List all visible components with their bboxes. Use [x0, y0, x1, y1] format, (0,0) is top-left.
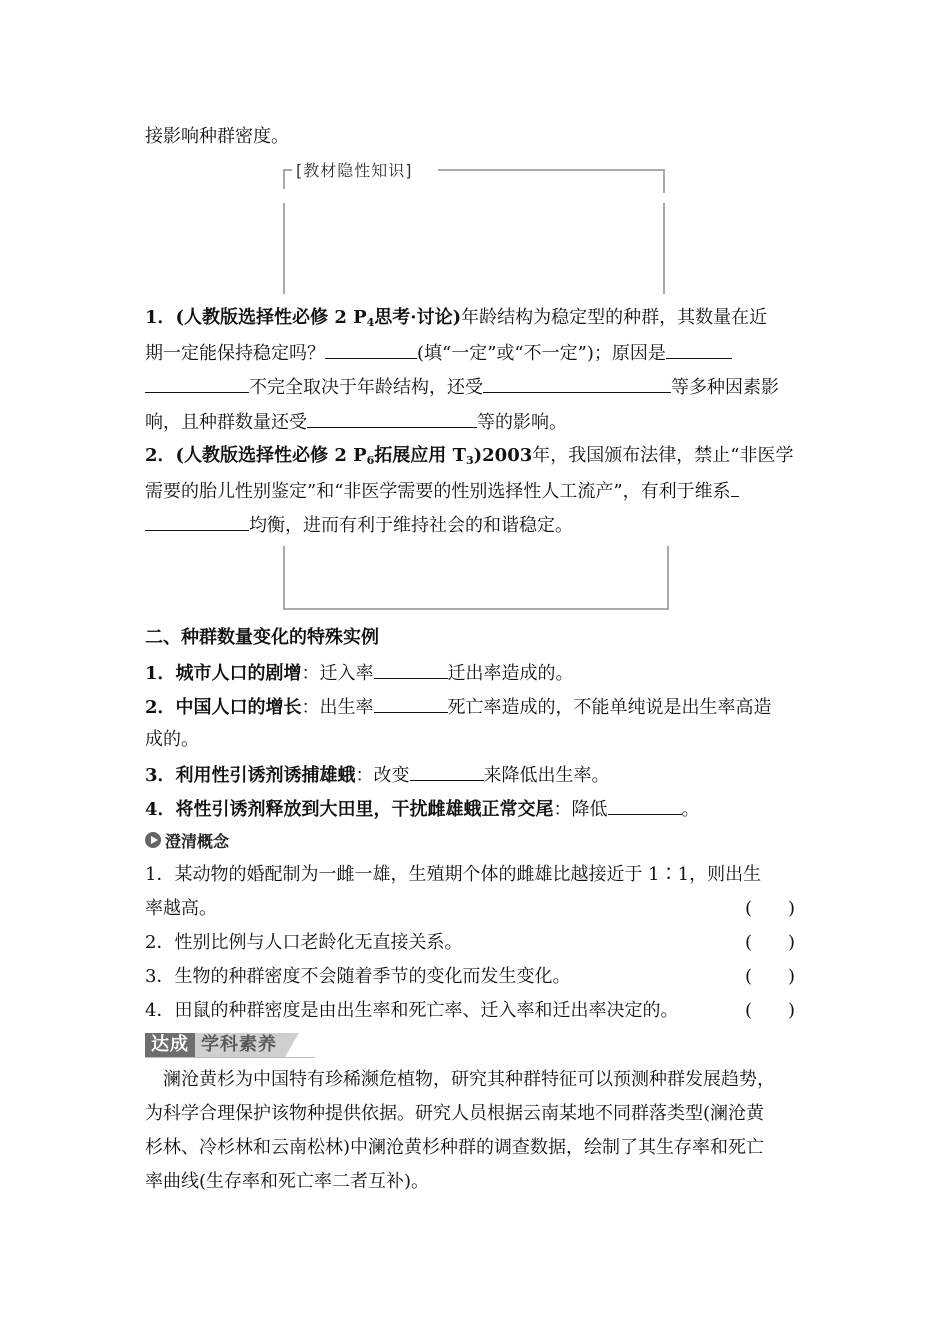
clarify-statement-1: 1．某动物的婚配制为一雌一雄，生殖期个体的雌雄比越接近于 1∶1，则出生 — [145, 864, 762, 885]
section-heading: 二、种群数量变化的特殊实例 — [145, 627, 379, 648]
blank[interactable] — [410, 762, 484, 781]
q1-line-3: 不完全取决于年龄结构，还受 等多种因素影 — [145, 374, 779, 400]
clarify-statement-2: 2．性别比例与人口老龄化无直接关系。 — [145, 932, 463, 953]
clarify-statement-3: 3．生物的种群密度不会随着季节的变化而发生变化。 — [145, 966, 571, 987]
blank[interactable] — [145, 512, 249, 531]
section2-item-2-cont: 成的。 — [145, 729, 199, 750]
blank[interactable] — [731, 478, 739, 497]
blank[interactable] — [307, 409, 477, 428]
blank[interactable] — [325, 340, 417, 359]
section2-item-4: 4．将性引诱剂释放到大田里，干扰雌雄蛾正常交尾：降低 。 — [145, 796, 700, 822]
answer-paren[interactable]: ( ) — [745, 932, 796, 953]
blank[interactable] — [145, 374, 249, 393]
blank[interactable] — [374, 660, 448, 679]
blank[interactable] — [374, 694, 448, 713]
q2-line-1: 2．(人教版选择性必修 2 $P_6$拓展应用 $T_3)2003$年，我国颁布法律，禁止“非医学 — [145, 445, 794, 467]
clarify-statement-1-cont: 率越高。 — [145, 898, 217, 919]
q2-line-2: 需要的胎儿性别鉴定”和“非医学需要的性别选择性人工流产”，有利于维系 — [145, 478, 739, 504]
section2-item-1: 1．城市人口的剧增：迁入率 迁出率造成的。 — [145, 660, 574, 686]
answer-paren[interactable]: ( ) — [745, 898, 796, 919]
banner-rule — [145, 1057, 315, 1058]
frame-title: [教材隐性知识] — [292, 158, 417, 181]
knowledge-frame-top — [283, 169, 665, 294]
answer-paren[interactable]: ( ) — [745, 966, 796, 987]
play-icon — [145, 832, 161, 848]
clarify-heading: 澄清概念 — [145, 829, 229, 851]
blank[interactable] — [483, 374, 671, 393]
top-line: 接影响种群密度。 — [145, 126, 289, 147]
section2-item-2: 2．中国人口的增长：出生率 死亡率造成的，不能单纯说是出生率高造 — [145, 694, 772, 720]
q1-line-1: 1．(人教版选择性必修 2 $P_4$思考·讨论)年龄结构为稳定型的种群，其数量在近 — [145, 307, 768, 329]
para-line-4: 率曲线(生存率和死亡率二者互补)。 — [145, 1171, 430, 1192]
section2-item-3: 3．利用性引诱剂诱捕雄蛾：改变 来降低出生率。 — [145, 762, 610, 788]
blank[interactable] — [666, 340, 732, 359]
q1-line-2: 期一定能保持稳定吗？ (填“一定”或“不一定”)；原因是 — [145, 340, 732, 366]
clarify-statement-4: 4．田鼠的种群密度是由出生率和死亡率、迁入率和迁出率决定的。 — [145, 1000, 679, 1021]
blank[interactable] — [608, 796, 682, 815]
answer-paren[interactable]: ( ) — [745, 1000, 796, 1021]
section-banner: 达成 学科素养 — [145, 1033, 299, 1057]
q1-line-4: 响，且种群数量还受 等的影响。 — [145, 409, 567, 435]
para-line-2: 为科学合理保护该物种提供依据。研究人员根据云南某地不同群落类型(澜沧黄 — [145, 1103, 765, 1124]
q2-line-3: 均衡，进而有利于维持社会的和谐稳定。 — [145, 512, 573, 538]
para-line-3: 杉林、冷杉林和云南松林)中澜沧黄杉种群的调查数据，绘制了其生存率和死亡 — [145, 1137, 765, 1158]
para-line-1: 澜沧黄杉为中国特有珍稀濒危植物，研究其种群特征可以预测种群发展趋势， — [163, 1069, 775, 1090]
knowledge-frame-bottom — [283, 546, 669, 610]
